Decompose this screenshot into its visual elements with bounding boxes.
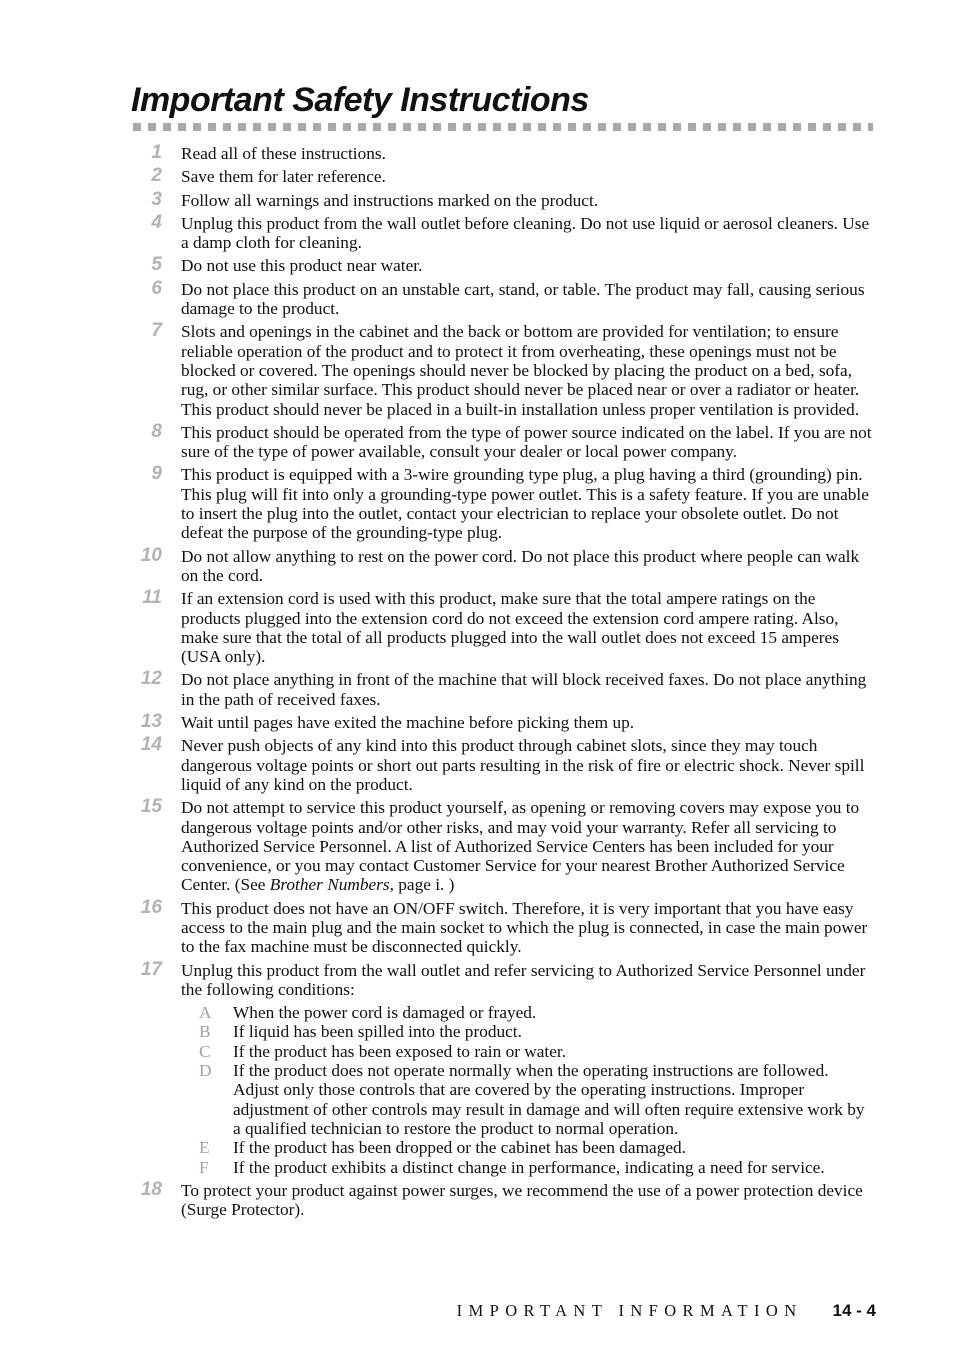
item-text: This product is equipped with a 3-wire grounding type plug, a plug having a third (grounding) pin. This plug will fit into only a grounding-type power outlet. This is a safety feature. If you are unable to insert the plug into the outlet, contact your electrician to replace your obsolete outlet. Do not defeat the purpose of the grounding-type plug.	[181, 465, 869, 543]
item-text: Save them for later reference.	[181, 167, 386, 187]
list-item	[140, 256, 876, 275]
sub-list-item	[181, 1042, 876, 1061]
list-item	[140, 188, 876, 210]
item-number: 17	[140, 958, 162, 980]
sub-list-item	[181, 1138, 876, 1157]
list-item	[140, 167, 876, 186]
list-item	[140, 896, 876, 957]
sub-item-letter: F	[199, 1157, 209, 1177]
list-item	[140, 589, 876, 666]
item-number: 3	[151, 188, 162, 210]
item-text: Slots and openings in the cabinet and the back or bottom are provided for ventilation; to ensure reliable operation of the product and to protect it from overheating, these openings must not be blocked or covered. The openings should never be blocked by placing the product on a bed, sofa, rug, or other similar surface. This product should never be placed near or over a radiator or heater. This product should never be placed in a built-in installation unless proper ventilation is provided.	[181, 322, 860, 419]
footer-section-title: IMPORTANT INFORMATION	[456, 1301, 803, 1320]
item-text: Never push objects of any kind into this product through cabinet slots, since they may touch dangerous voltage points or short out parts resulting in the risk of fire or electric shock. Never spill liquid of any kind on the product.	[181, 736, 865, 794]
item-text: Do not attempt to service this product yourself, as opening or removing covers may expose you to dangerous voltage points and/or other risks, and may void your warranty. Refer all servicing to Authorized Service Personnel. A list of Authorized Service Centers has been included for your convenience, or you may contact Customer Service for your nearest Brother Authorized Service Center. (See	[181, 798, 860, 895]
item-text: If an extension cord is used with this product, make sure that the total ampere ratings on the products plugged into the extension cord do not exceed the extension cord ampere rating. Also, make sure that the total of all products plugged into the wall outlet does not exceed 15 amperes (USA only).	[181, 589, 839, 667]
list-item	[140, 465, 876, 542]
list-item	[140, 736, 876, 794]
instruction-list	[140, 144, 876, 1223]
list-item	[140, 144, 876, 163]
sub-item-letter: A	[199, 1003, 212, 1023]
item-text: Do not allow anything to rest on the power cord. Do not place this product where people can walk on the cord.	[181, 546, 860, 585]
item-text: Follow all warnings and instructions marked on the product.	[181, 190, 599, 210]
item-number: 12	[140, 668, 162, 690]
item-number: 18	[140, 1178, 162, 1200]
item-text: Read all of these instructions.	[181, 144, 386, 163]
item-number: 16	[140, 896, 162, 918]
item-number: 9	[151, 463, 162, 485]
sub-item-text: When the power cord is damaged or frayed.	[233, 1003, 537, 1023]
sub-item-text: If the product has been dropped or the cabinet has been damaged.	[233, 1138, 686, 1158]
item-text: Do not place this product on an unstable cart, stand, or table. The product may fall, causing serious damage to the product.	[181, 279, 865, 319]
item-text: Unplug this product from the wall outlet before cleaning. Do not use liquid or aerosol cleaners. Use a damp cloth for cleaning.	[181, 213, 870, 253]
sub-item-letter: D	[199, 1061, 212, 1081]
list-item	[140, 544, 876, 586]
sub-item-text: If the product exhibits a distinct change in performance, indicating a need for service.	[233, 1157, 825, 1177]
title-divider	[133, 123, 873, 131]
list-item	[140, 1178, 876, 1220]
item-number: 10	[140, 544, 162, 566]
page-footer	[457, 1301, 876, 1321]
sub-list-item	[181, 1003, 876, 1022]
item-text: Do not use this product near water.	[181, 256, 423, 276]
item-number: 11	[142, 587, 162, 609]
sub-item-letter: E	[199, 1138, 210, 1158]
item-text-end: , page i. )	[389, 875, 455, 895]
list-item	[140, 277, 876, 319]
item-number: 4	[151, 211, 162, 233]
list-item	[140, 958, 876, 1177]
item-number: 1	[151, 142, 162, 163]
sub-list-item	[181, 1061, 876, 1138]
item-number: 14	[140, 734, 162, 756]
item-number: 15	[140, 796, 162, 818]
item-text: Wait until pages have exited the machine before picking them up.	[181, 713, 635, 733]
list-item	[140, 713, 876, 732]
sub-item-letter: C	[199, 1041, 211, 1061]
item-text: Do not place anything in front of the machine that will block received faxes. Do not place anything in the path of received faxes.	[181, 670, 867, 709]
item-text: This product does not have an ON/OFF switch. Therefore, it is very important that you have easy access to the main plug and the main socket to which the plug is connected, in case the main power to the fax machine must be disconnected quickly.	[181, 898, 868, 957]
item-number: 2	[151, 165, 162, 187]
cross-reference-link[interactable]: Brother Numbers	[269, 875, 390, 895]
item-text: To protect your product against power surges, we recommend the use of a power protection device (Surge Protector).	[181, 1180, 863, 1220]
item-text: Unplug this product from the wall outlet and refer servicing to Authorized Service Personnel under the following conditions:	[181, 960, 866, 999]
list-item	[140, 670, 876, 709]
page-title: Important Safety Instructions	[131, 81, 589, 119]
list-item	[140, 420, 876, 462]
sub-list-item	[181, 1158, 876, 1177]
sub-item-letter: B	[199, 1022, 211, 1042]
sub-item-text: If the product has been exposed to rain or water.	[233, 1041, 567, 1061]
list-item	[140, 322, 876, 418]
item-text: This product should be operated from the type of power source indicated on the label. If you are not sure of the type of power available, consult your dealer or local power company.	[181, 422, 872, 462]
list-item	[140, 211, 876, 253]
sub-list-item	[181, 1022, 876, 1041]
list-item	[140, 798, 876, 894]
sub-item-text: If liquid has been spilled into the product.	[233, 1022, 522, 1042]
item-number: 7	[151, 320, 162, 342]
page-number: 14 - 4	[832, 1301, 876, 1320]
item-number: 6	[151, 277, 162, 299]
item-number: 13	[140, 711, 162, 733]
sub-item-text: If the product does not operate normally when the operating instructions are followed. Adjust only those controls that are covered by the operating instructions. Improper adjustment of other controls may result in damage and will often require extensive work by a qualified technician to restore the product to normal operation.	[233, 1061, 865, 1138]
item-number: 5	[151, 254, 162, 276]
sub-list	[181, 1003, 876, 1177]
item-number: 8	[151, 420, 162, 442]
